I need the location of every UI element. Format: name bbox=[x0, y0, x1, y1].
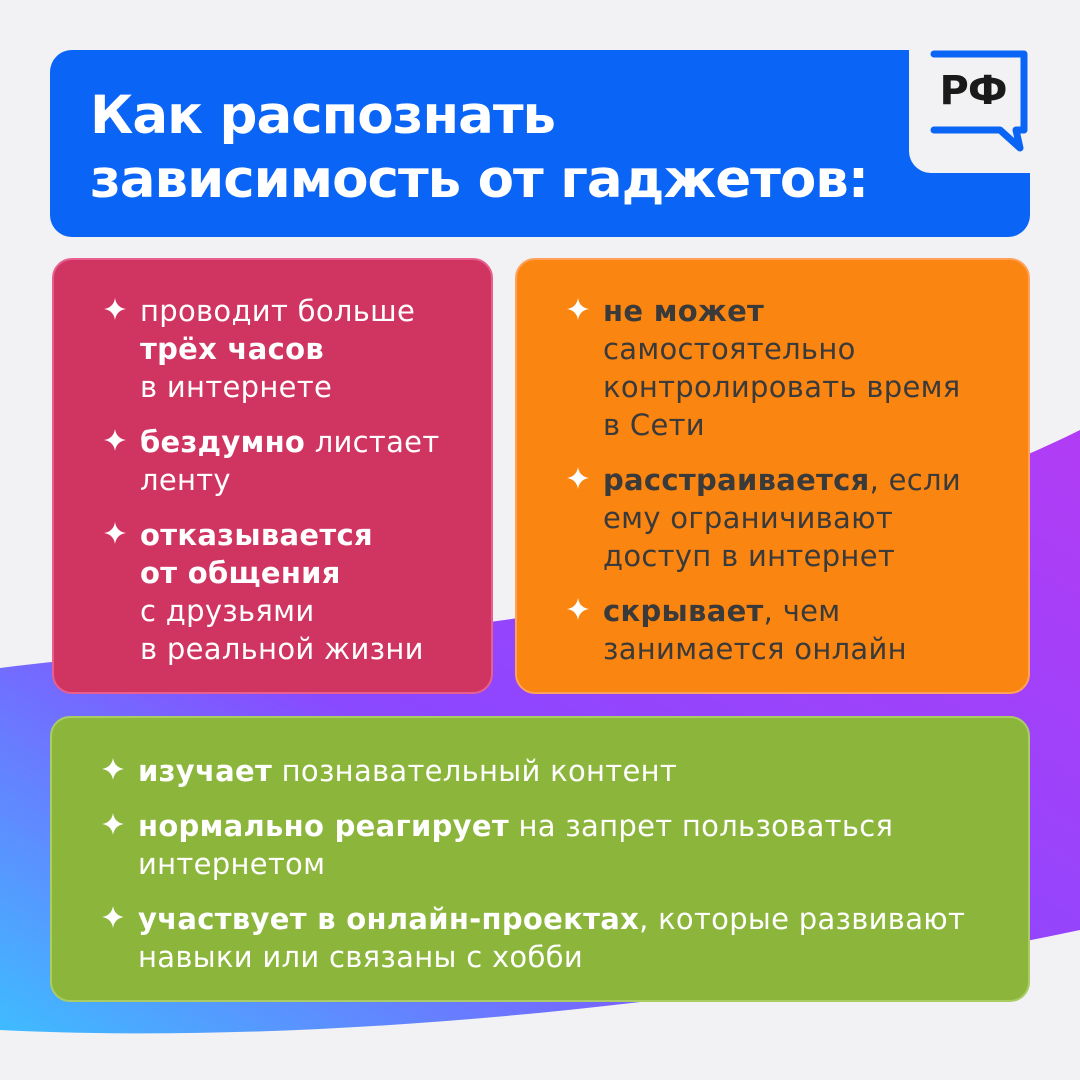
item-text-bold: расстраивается bbox=[603, 463, 870, 497]
item-text: в интернете bbox=[140, 370, 333, 404]
sparkle-icon bbox=[102, 758, 124, 780]
item-text-bold: изучает bbox=[138, 754, 273, 788]
item-text: ленту bbox=[140, 463, 231, 497]
title-line-1: Как распознать bbox=[90, 85, 556, 146]
item-text-bold: нормально реагирует bbox=[138, 809, 509, 843]
logo-text: РФ bbox=[939, 68, 1007, 114]
item-text: занимается онлайн bbox=[603, 632, 907, 666]
sparkle-icon bbox=[104, 522, 126, 544]
item-text: листает bbox=[305, 425, 440, 459]
sparkle-icon bbox=[104, 429, 126, 451]
item-text: ему ограничивают bbox=[603, 501, 894, 535]
item-text: в Сети bbox=[603, 408, 705, 442]
sparkle-icon bbox=[102, 813, 124, 835]
list-item bbox=[567, 292, 1007, 444]
sparkle-icon bbox=[102, 906, 124, 928]
item-text-bold: скрывает bbox=[603, 594, 764, 628]
item-text: контролировать время bbox=[603, 370, 961, 404]
title-line-2: зависимость от гаджетов: bbox=[90, 149, 869, 210]
list-item bbox=[104, 292, 464, 406]
warning-signs-card-2 bbox=[515, 258, 1030, 694]
item-text-bold: участвует в онлайн-проектах bbox=[138, 902, 640, 936]
item-text-bold: отказывается bbox=[140, 518, 373, 552]
warning-signs-card-1 bbox=[52, 258, 493, 694]
item-text: в реальной жизни bbox=[140, 632, 424, 666]
list-item bbox=[567, 592, 1007, 668]
list-item bbox=[102, 752, 1002, 790]
item-text: познавательный контент bbox=[272, 754, 678, 788]
item-text: , которые развивают bbox=[639, 902, 966, 936]
item-text: , чем bbox=[763, 594, 841, 628]
page-title bbox=[90, 84, 910, 212]
item-text: , если bbox=[869, 463, 961, 497]
item-text-bold: от общения bbox=[140, 556, 341, 590]
title-banner bbox=[50, 50, 1030, 237]
item-text: самостоятельно bbox=[603, 332, 856, 366]
healthy-signs-card bbox=[50, 716, 1030, 1002]
item-text: доступ в интернет bbox=[603, 539, 896, 573]
item-text: навыки или связаны с хобби bbox=[138, 940, 583, 974]
sparkle-icon bbox=[104, 298, 126, 320]
item-text-bold: трёх часов bbox=[140, 332, 324, 366]
item-text-bold: бездумно bbox=[140, 425, 306, 459]
item-text-bold: не может bbox=[603, 294, 765, 328]
list-item bbox=[104, 516, 464, 668]
signs-list bbox=[102, 752, 1002, 993]
item-text: с друзьями bbox=[140, 594, 315, 628]
item-text: проводит больше bbox=[140, 294, 416, 328]
sparkle-icon bbox=[567, 467, 589, 489]
list-item bbox=[102, 900, 1002, 976]
list-item bbox=[102, 807, 1002, 883]
rf-logo bbox=[928, 50, 1030, 156]
signs-list bbox=[567, 292, 1007, 685]
item-text: интернетом bbox=[138, 847, 326, 881]
item-text: на запрет пользоваться bbox=[508, 809, 894, 843]
list-item bbox=[104, 423, 464, 499]
list-item bbox=[567, 461, 1007, 575]
sparkle-icon bbox=[567, 298, 589, 320]
signs-list bbox=[104, 292, 464, 685]
sparkle-icon bbox=[567, 598, 589, 620]
